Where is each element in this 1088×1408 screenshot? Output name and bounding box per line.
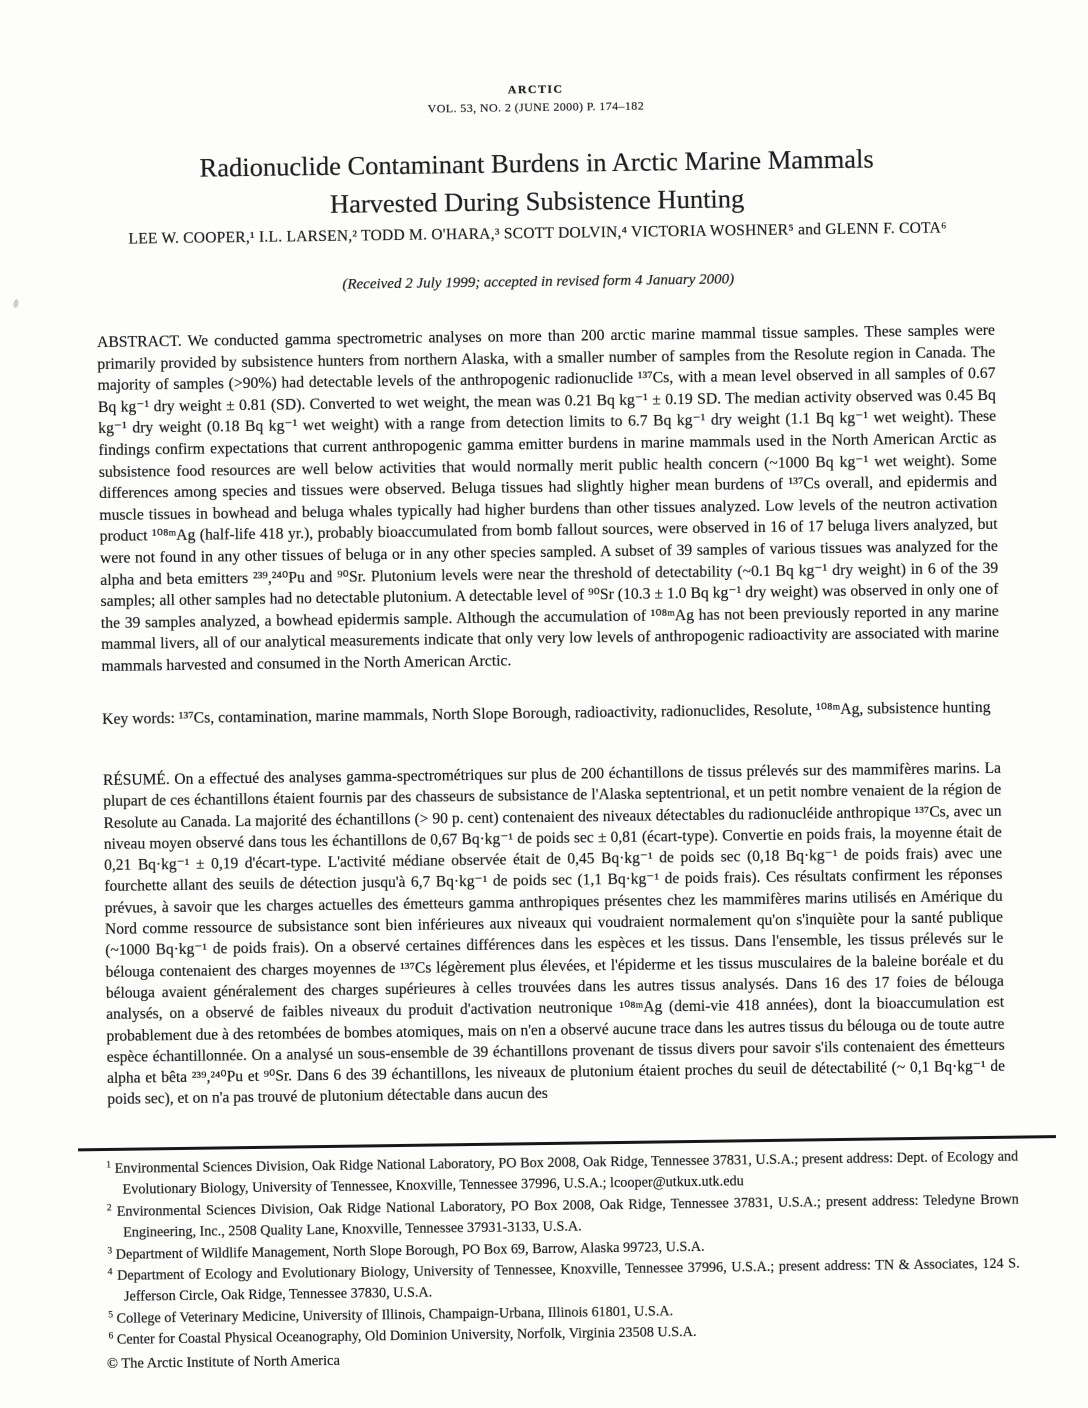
footnote-marker: 5 [108, 1310, 114, 1321]
footnote-text: Environmental Sciences Division, Oak Ridge National Laboratory, PO Box 2008, Oak Ridge, Tennessee 37831, U.S.A.; present address: Dept. of Ecology and Evolutionary Biology, University of Tennessee, Knoxville, Tennessee 37996, U.S.A.; lcooper@utkux.utk.edu [114, 1148, 1019, 1199]
article-title-line-2: Harvested During Subsistence Hunting [329, 183, 745, 219]
journal-header [0, 75, 1080, 123]
footnote-text: College of Veterinary Medicine, University of Illinois, Champaign-Urbana, Illinois 61801, U.S.A. [116, 1303, 674, 1327]
abstract-paragraph: ABSTRACT. We conducted gamma spectrometric analyses on more than 200 arctic marine mammal tissue samples. These samples were primarily provided by subsistence hunters from northern Alaska, with a smaller number of samples from the Resolute region in Canada. The majority of samples (>90%) had detectable levels of the anthropogenic radionuclide ¹³⁷Cs, with a mean level observed in all samples of 0.67 Bq kg⁻¹ dry weight ± 0.81 (SD). Converted to wet weight, the mean was 0.21 Bq kg⁻¹ ± 0.19 SD. The median activity observed was 0.45 Bq kg⁻¹ dry weight (0.18 Bq kg⁻¹ wet weight) with a range from detection limits to 6.7 Bq kg⁻¹ dry weight (1.1 Bq kg⁻¹ wet weight). These findings confirm expectations that current anthropogenic gamma emitter burdens in marine mammals used in the North American Arctic as subsistence food resources are well below activities that would normally merit public health concern (~1000 Bq kg⁻¹ wet weight). Some differences among species and tissues were observed. Beluga tissues had slightly higher mean burdens of ¹³⁷Cs overall, and epidermis and muscle tissues in bowhead and beluga whales typically had higher burdens than other tissues analyzed. Low levels of the neutron activation product ¹⁰⁸ᵐAg (half-life 418 yr.), probably bioaccumulated from bomb fallout sources, were observed in 16 of 17 beluga livers analyzed, but were not found in any other tissues of beluga or in any other species sampled. A subset of 39 samples of various tissues was analyzed for the alpha and beta emitters ²³⁹,²⁴⁰Pu and ⁹⁰Sr. Plutonium levels were near the threshold of detectability (~0.1 Bq kg⁻¹ dry weight) in 6 of the 39 samples; all other samples had no detectable plutonium. A detectable level of ⁹⁰Sr (10.3 ± 1.0 Bq kg⁻¹ dry weight) was observed in only one of the 39 samples analyzed, a bowhead epidermis sample. Although the accumulation of ¹⁰⁸ᵐAg has not been previously reported in any marine mammal livers, all of our analytical measurements indicate that only very low levels of anthropogenic radioactivity are associated with marine mammals harvested and consumed in the North American Arctic. [96, 321, 1000, 675]
scan-artifact [13, 299, 20, 309]
keywords-paragraph: Key words: ¹³⁷Cs, contamination, marine mammals, North Slope Borough, radioactivity, radionuclides, Resolute, ¹⁰⁸ᵐAg, subsistence hunting [102, 698, 991, 729]
footnote-marker: 6 [108, 1331, 114, 1342]
footnote-marker: 1 [106, 1160, 112, 1171]
footnote-marker: 2 [106, 1203, 112, 1214]
copyright-line: © The Arctic Institute of North America [106, 1352, 341, 1373]
received-line: (Received 2 July 1999; accepted in revised form 4 January 2000) [342, 271, 735, 293]
footnotes-section [106, 1147, 1021, 1352]
article-title-line-1: Radionuclide Contaminant Burdens in Arctic Marine Mammals [199, 143, 874, 183]
authors-line: LEE W. COOPER,¹ I.L. LARSEN,² TODD M. O'HARA,³ SCOTT DOLVIN,⁴ VICTORIA WOSHNER⁵ and GLENN F. COTA⁶ [128, 219, 947, 248]
article-title [0, 137, 1081, 228]
footnote-text: Environmental Sciences Division, Oak Ridge National Laboratory, PO Box 2008, Oak Ridge, Tennessee 37831, U.S.A.; present address: Teledyne Brown Engineering, Inc., 2508 Quality Lane, Knoxville, Tennessee 37931-3133, U.S.A. [116, 1191, 1019, 1241]
footnote-text: Department of Ecology and Evolutionary Biology, University of Tennessee, Knoxville, Tennessee 37996, U.S.A.; present address: TN & Associates, 124 S. Jefferson Circle, Oak Ridge, Tennessee 37830, U.S.A. [116, 1255, 1020, 1306]
journal-name: ARCTIC [507, 81, 564, 97]
footnote-text: Department of Wildlife Management, North Slope Borough, PO Box 69, Barrow, Alaska 99723, U.S.A. [115, 1238, 705, 1263]
footnote-marker: 3 [107, 1245, 113, 1256]
footnote-text: Center for Coastal Physical Oceanography, Old Dominion University, Norfolk, Virginia 23508 U.S.A. [116, 1324, 697, 1349]
journal-issue: VOL. 53, NO. 2 (JUNE 2000) P. 174–182 [427, 98, 645, 116]
footnote-marker: 4 [107, 1267, 113, 1278]
resume-paragraph: RÉSUMÉ. On a effectué des analyses gamma-spectrométriques sur plus de 200 échantillons de tissus prélevés sur des mammifères marins. La plupart de ces échantillons étaient fournis par des chasseurs de subsistance de l'Alaska septentrional, et un petit nombre venaient de la région de Resolute au Canada. La majorité des échantillons (> 90 p. cent) contenaient des niveaux détectables du radionucléide anthropique ¹³⁷Cs, avec un niveau moyen observé dans tous les échantillons de 0,67 Bq·kg⁻¹ de poids sec ± 0,81 (écart-type). Convertie en poids frais, la moyenne était de 0,21 Bq·kg⁻¹ ± 0,19 d'écart-type. L'activité médiane observée était de 0,45 Bq·kg⁻¹ de poids sec (0,18 Bq·kg⁻¹ de poids frais) avec une fourchette allant des seuils de détection jusqu'à 6,7 Bq·kg⁻¹ de poids sec (1,1 Bq·kg⁻¹ de poids frais). Ces résultats confirment les réponses prévues, à savoir que les charges actuelles des émetteurs gamma anthropiques présentes chez les mammifères marins utilisés en Amérique du Nord comme ressource de subsistance sont bien inférieures aux niveaux qui voudraient normalement qu'on s'inquiète pour la santé publique (~1000 Bq·kg⁻¹ de poids frais). On a observé certaines différences dans les espèces et les tissus. Dans l'ensemble, les tissus prélevés sur le bélouga contenaient des charges moyennes de ¹³⁷Cs légèrement plus élevées, et l'épiderme et les tissus musculaires de la baleine boréale et du bélouga avaient généralement des charges supérieures à celles trouvées dans les autres tissus analysés. Dans 16 des 17 foies de bélouga analysés, on a observé de faibles niveaux du produit d'activation neutronique ¹⁰⁸ᵐAg (demi-vie 418 années), dont la bioaccumulation est probablement due à des retombées de bombes atomiques, mais on n'en a observé aucune trace dans les autres tissus du bélouga ou de toute autre espèce échantillonnée. On a analysé un sous-ensemble de 39 échantillons provenant de tissus divers pour savoir s'ils contenaient des émetteurs alpha et bêta ²³⁹,²⁴⁰Pu et ⁹⁰Sr. Dans 6 des 39 échantillons, les niveaux de plutonium étaient proches du seuil de détectabilité (~ 0,1 Bq·kg⁻¹ de poids sec), et on n'a pas trouvé de plutonium détectable dans aucun des [102, 759, 1006, 1109]
